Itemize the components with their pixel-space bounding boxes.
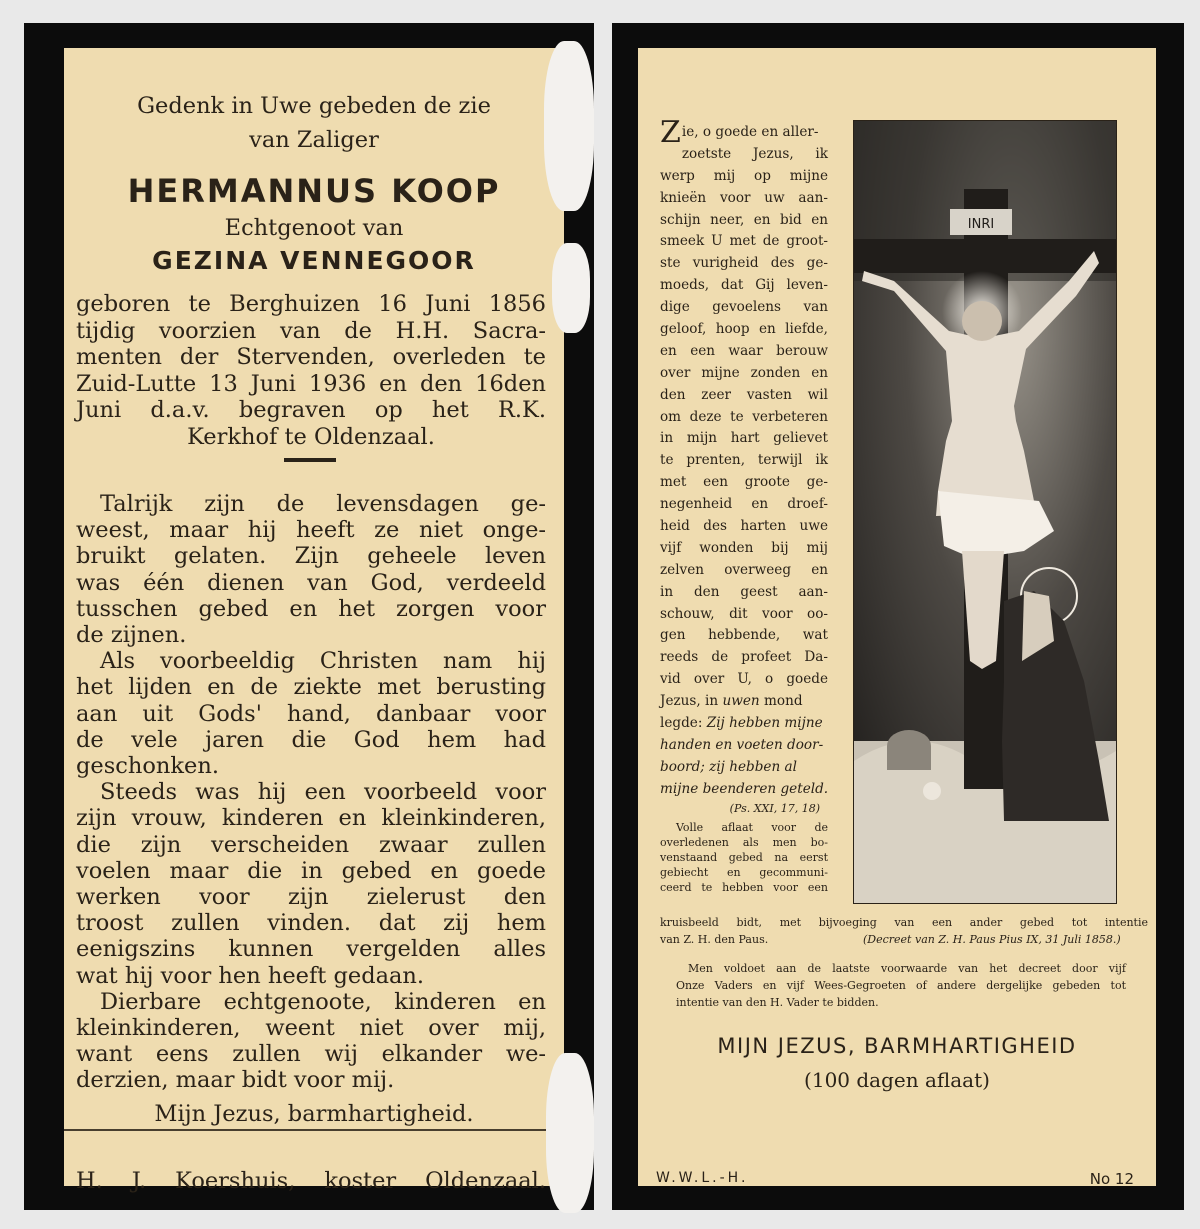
closing-prayer: Mijn Jezus, barmhartigheid. xyxy=(154,1101,474,1127)
prayer-line: Jezus, in xyxy=(660,693,719,710)
memorial-text-card xyxy=(64,48,564,1194)
prayer-text xyxy=(660,115,829,895)
prayer-line: ie, o goede en aller- xyxy=(681,124,819,140)
drop-cap: Z xyxy=(660,115,681,150)
eulogy-line: geschonken. xyxy=(76,753,219,779)
eulogy-line: die zijn verscheiden zwaar zullen xyxy=(76,831,546,858)
prayer-line: te prenten, terwijl ik xyxy=(660,452,828,469)
prayer-line: negenheid en droef- xyxy=(660,496,828,513)
prayer-line: om deze te verbeteren xyxy=(660,408,828,425)
biography-line: geboren te Berghuizen 16 Juni 1856 xyxy=(76,291,546,317)
biography-line: Kerkhof te Oldenzaal. xyxy=(187,423,435,450)
intro-line: Gedenk in Uwe gebeden de zie xyxy=(137,93,491,119)
printer-credit: H. J. Koershuis, koster Oldenzaal. xyxy=(76,1168,546,1194)
eulogy-line: derzien, maar bidt voor mij. xyxy=(76,1067,395,1094)
prayer-line: smeek U met de groot- xyxy=(660,233,828,250)
prayer-line: over mijne zonden en xyxy=(660,364,828,381)
eulogy-line: Steeds was hij een voorbeeld voor xyxy=(100,779,546,806)
indulgence-note: overledenen als men bo- xyxy=(660,835,828,849)
eulogy-line: de vele jaren die God hem had xyxy=(76,726,546,753)
crucifixion-illustration xyxy=(854,121,1116,903)
condition-note: Onze Vaders en vijf Wees-Gegroeten of andere dergelijke gebeden tot xyxy=(676,979,1126,992)
prayer-line: reeds de profeet Da- xyxy=(660,649,828,666)
biography-line: Juni d.a.v. begraven op het R.K. xyxy=(76,397,546,423)
right-card-border xyxy=(612,23,1184,1210)
prayer-line: legde: xyxy=(660,715,703,732)
eulogy-line: Als voorbeeldig Christen nam hij xyxy=(100,648,546,675)
indulgence-note: venstaand gebed na eerst xyxy=(660,850,828,864)
prayer-line: gen hebbende, wat xyxy=(660,627,828,644)
prayer-line: heid des harten uwe xyxy=(660,518,828,535)
eulogy-line: kleinkinderen, weent niet over mij, xyxy=(76,1015,546,1041)
condition-note: intentie van den H. Vader te bidden. xyxy=(676,996,879,1009)
prayer-line: dige gevoelens van xyxy=(660,299,828,316)
indulgence-note: kruisbeeld bidt, met bijvoeging van een ander gebed tot intentie xyxy=(660,916,1148,929)
biography-line: Zuid-Lutte 13 Juni 1936 en den 16den xyxy=(76,370,546,397)
eulogy-line: Dierbare echtgenoote, kinderen en xyxy=(100,988,546,1015)
prayer-line: en een waar berouw xyxy=(660,342,828,359)
decree-reference: (Decreet van Z. H. Paus Pius IX, 31 Juli 1858.) xyxy=(863,933,1121,946)
prayer-line: in den geest aan- xyxy=(660,583,828,600)
eulogy-line: zijn vrouw, kinderen en kleinkinderen, xyxy=(76,805,546,832)
footer-rule xyxy=(64,1129,564,1131)
eulogy-line: weest, maar hij heeft ze niet onge- xyxy=(76,517,546,544)
psalm-quote: handen en voeten door- xyxy=(660,736,824,753)
prayer-line: uwen xyxy=(722,693,760,710)
prayer-line: mond xyxy=(764,693,803,710)
prayer-line: moeds, dat Gij leven- xyxy=(660,277,828,294)
psalm-quote: mijne beenderen geteld. xyxy=(660,780,829,797)
publisher-mark: W.W.L.-H. xyxy=(656,1170,749,1186)
eulogy-line: was één dienen van God, verdeeld xyxy=(76,569,546,596)
prayer-line: geloof, hoop en liefde, xyxy=(660,321,828,338)
prayer-line: vid over U, o goede xyxy=(660,671,828,688)
eulogy-line: bruikt gelaten. Zijn geheele leven xyxy=(76,543,546,570)
spouse-name: GEZINA VENNEGOOR xyxy=(152,246,476,275)
deceased-name: HERMANNUS KOOP xyxy=(127,172,501,210)
eulogy-line: voelen maar die in gebed en goede xyxy=(76,857,546,884)
indulgence-note: Volle aflaat voor de xyxy=(676,820,828,834)
prayer-line: werp mij op mijne xyxy=(660,167,828,184)
eulogy-line: de zijnen. xyxy=(76,622,187,648)
prayer-line: in mijn hart gelievet xyxy=(660,430,828,447)
crucifixion-image xyxy=(853,120,1117,904)
card-title: MIJN JEZUS, BARMHARTIGHEID xyxy=(717,1034,1077,1058)
prayer-line: schijn neer, en bid en xyxy=(660,211,828,228)
condition-note: Men voldoet aan de laatste voorwaarde van het decreet door vijf xyxy=(688,962,1126,975)
prayer-line: met een groote ge- xyxy=(660,474,828,491)
psalm-quote: boord; zij hebben al xyxy=(660,758,797,775)
eulogy-line: wat hij voor hen heeft gedaan. xyxy=(76,962,425,989)
biography-line: tijdig voorzien van de H.H. Sacra- xyxy=(76,317,546,344)
prayer-line: zoetste Jezus, ik xyxy=(681,145,828,162)
separator-line xyxy=(284,458,336,462)
eulogy-line: Talrijk zijn de levensdagen ge- xyxy=(100,491,546,517)
eulogy-line: eenigszins kunnen vergelden alles xyxy=(76,936,546,963)
spouse-label: Echtgenoot van xyxy=(224,215,404,241)
eulogy-line: werken voor zijn zielerust den xyxy=(76,884,546,910)
prayer-line: schouw, dit voor oo- xyxy=(660,605,828,622)
prayer-line: knieën voor uw aan- xyxy=(660,189,828,206)
eulogy-line: want eens zullen wij elkander we- xyxy=(76,1041,546,1068)
eulogy-line: aan uit Gods' hand, danbaar voor xyxy=(76,700,546,727)
psalm-reference: (Ps. XXI, 17, 18) xyxy=(729,801,820,815)
eulogy-line: het lijden en de ziekte met berusting xyxy=(76,674,546,701)
inri-sign: INRI xyxy=(967,217,995,232)
indulgence-note: ceerd te hebben voor een xyxy=(660,880,828,894)
prayer-line: ste vurigheid des ge- xyxy=(660,255,828,272)
prayer-line: zelven overweeg en xyxy=(660,561,828,578)
card-subtitle: (100 dagen aflaat) xyxy=(804,1068,990,1092)
intro-line: van Zaliger xyxy=(249,127,379,153)
indulgence-note: gebiecht en gecommuni- xyxy=(660,865,828,879)
prayer-card xyxy=(638,48,1156,1186)
indulgence-note: van Z. H. den Paus. xyxy=(660,933,769,946)
psalm-quote: Zij hebben mijne xyxy=(706,715,823,732)
card-number: No 12 xyxy=(1089,1170,1134,1188)
prayer-line: den zeer vasten wil xyxy=(660,386,828,403)
left-card-border xyxy=(24,23,594,1210)
eulogy-line: troost zullen vinden. dat zij hem xyxy=(76,910,546,937)
torn-edge xyxy=(552,243,590,333)
torn-edge xyxy=(546,1053,594,1213)
prayer-line: vijf wonden bij mij xyxy=(660,539,828,556)
torn-edge xyxy=(544,41,594,211)
eulogy-line: tusschen gebed en het zorgen voor xyxy=(76,595,546,622)
biography-line: menten der Stervenden, overleden te xyxy=(76,344,546,370)
